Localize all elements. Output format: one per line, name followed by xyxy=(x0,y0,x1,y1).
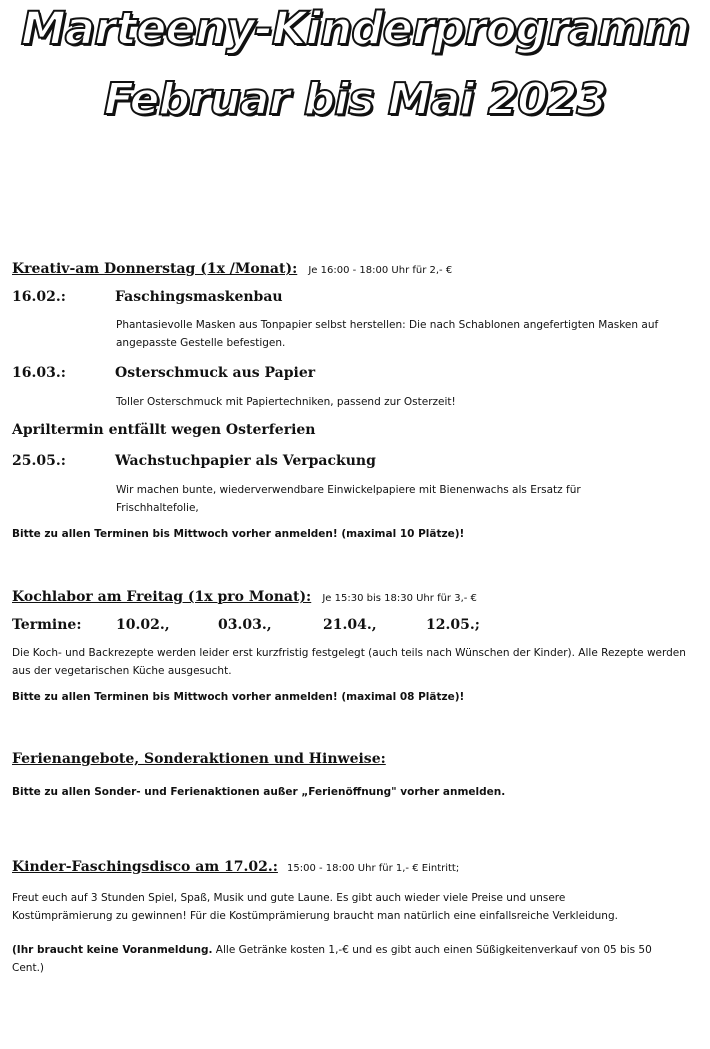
termin-date: 10.02., xyxy=(116,617,170,633)
disco-info-text: Alle Getränke kosten 1,-€ und es gibt auch einen Süßigkeitenverkauf von 05 bis 50 Cent.) xyxy=(12,944,652,974)
event-title: Wachstuchpapier als Verpackung xyxy=(115,453,376,469)
kochlabor-header xyxy=(12,586,477,605)
termin-date: 03.03., xyxy=(218,617,272,633)
disco-header xyxy=(12,856,459,875)
ferien-note: Bitte zu allen Sonder- und Ferienaktionen außer „Ferienöffnung" vorher anmelden. xyxy=(12,786,506,798)
kreativ-heading: Kreativ-am Donnerstag (1x /Monat): xyxy=(12,261,298,277)
page-title: Marteeny-Kinderprogramm xyxy=(20,2,690,55)
kochlabor-register-note: Bitte zu allen Terminen bis Mittwoch vorher anmelden! (maximal 08 Plätze)! xyxy=(12,691,465,703)
disco-info xyxy=(12,941,672,977)
event-title: Osterschmuck aus Papier xyxy=(115,365,316,381)
disco-info-bold: (Ihr braucht keine Voranmeldung. xyxy=(12,944,213,956)
event-description: Phantasievolle Masken aus Tonpapier selbst herstellen: Die nach Schablonen angefertigten Masken auf angepasste Gestelle befestigen. xyxy=(116,319,659,349)
termin-date: 21.04., xyxy=(323,617,377,633)
event-description: Wir machen bunte, wiederverwendbare Einwickelpapiere mit Bienenwachs als Ersatz für Frischhaltefolie, xyxy=(116,484,581,514)
event-description: Toller Osterschmuck mit Papiertechniken, passend zur Osterzeit! xyxy=(116,396,456,408)
ferien-heading: Ferienangebote, Sonderaktionen und Hinweise: xyxy=(12,751,386,767)
disco-description: Freut euch auf 3 Stunden Spiel, Spaß, Musik und gute Laune. Es gibt auch wieder viele Preise und unsere Kostümprämierung zu gewinnen! Für die Kostümprämierung braucht man natürlich eine einfallsreiche Verkleidung. xyxy=(12,892,618,922)
page-subtitle: Februar bis Mai 2023 xyxy=(103,74,607,125)
kreativ-register-note: Bitte zu allen Terminen bis Mittwoch vorher anmelden! (maximal 10 Plätze)! xyxy=(12,528,465,540)
event-date: 25.05.: xyxy=(12,453,66,469)
kochlabor-note: Je 15:30 bis 18:30 Uhr für 3,- € xyxy=(322,593,477,604)
kreativ-note: Je 16:00 - 18:00 Uhr für 2,- € xyxy=(308,265,453,276)
termine-label: Termine: xyxy=(12,617,82,633)
event-date: 16.03.: xyxy=(12,365,66,381)
disco-heading: Kinder-Faschingsdisco am 17.02.: xyxy=(12,859,278,875)
kreativ-header xyxy=(12,258,452,277)
event-date: 16.02.: xyxy=(12,289,66,305)
termin-date: 12.05.; xyxy=(426,617,480,633)
kochlabor-description: Die Koch- und Backrezepte werden leider erst kurzfristig festgelegt (auch teils nach Wünschen der Kinder). Alle Rezepte werden aus der vegetarischen Küche ausgesucht. xyxy=(12,647,686,677)
disco-note: 15:00 - 18:00 Uhr für 1,- € Eintritt; xyxy=(287,863,460,874)
kochlabor-heading: Kochlabor am Freitag (1x pro Monat): xyxy=(12,589,312,605)
april-note: Apriltermin entfällt wegen Osterferien xyxy=(12,422,316,438)
event-title: Faschingsmaskenbau xyxy=(115,289,283,305)
